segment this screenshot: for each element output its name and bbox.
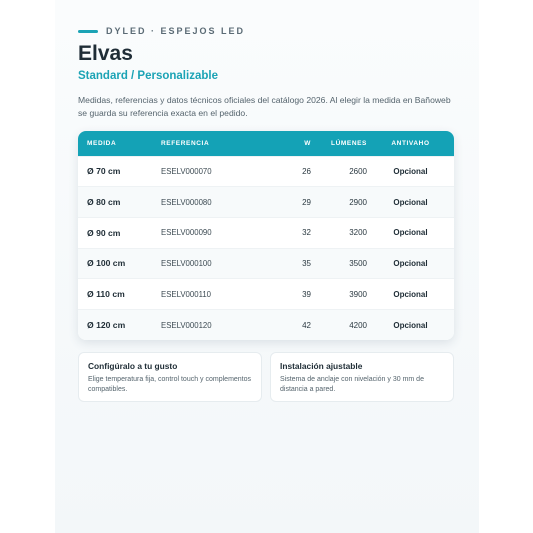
- table-row: [78, 279, 454, 310]
- table-row: [78, 156, 454, 187]
- col-header-antifog: ANTIVAHO: [391, 139, 430, 147]
- cell-watts: 32: [302, 228, 311, 238]
- cell-lumens: 2900: [349, 197, 367, 207]
- cell-lumens: 3500: [349, 258, 367, 268]
- cell-size: Ø 80 cm: [87, 197, 121, 208]
- spec-table-card: [78, 131, 454, 340]
- cell-size: Ø 110 cm: [87, 289, 125, 300]
- cell-antifog: Opcional: [393, 258, 428, 268]
- col-header-reference: REFERENCIA: [161, 139, 210, 147]
- cell-size: Ø 70 cm: [87, 166, 121, 177]
- feature-card-installation: [270, 352, 454, 402]
- product-subtitle: Standard / Personalizable: [78, 70, 218, 82]
- table-row: [78, 217, 454, 248]
- cell-watts: 29: [302, 197, 311, 207]
- col-header-lumens: LÚMENES: [331, 139, 367, 147]
- cell-lumens: 3200: [349, 228, 367, 238]
- product-description: Medidas, referencias y datos técnicos oficiales del catálogo 2026. Al elegir la medida en Bañoweb se guarda su referencia exacta en el pedido.: [78, 95, 451, 118]
- cell-watts: 42: [302, 320, 311, 330]
- feature-card-title: Instalación ajustable: [280, 361, 363, 371]
- col-header-size: MEDIDA: [87, 139, 117, 147]
- cell-antifog: Opcional: [393, 320, 428, 330]
- cell-size: Ø 90 cm: [87, 227, 121, 238]
- accent-bar: [78, 30, 98, 33]
- cell-antifog: Opcional: [393, 289, 428, 299]
- cell-size: Ø 120 cm: [87, 320, 126, 331]
- cell-reference: ESELV000100: [161, 258, 212, 268]
- feature-card-title: Configúralo a tu gusto: [88, 361, 178, 371]
- cell-reference: ESELV000090: [161, 228, 212, 238]
- cell-watts: 39: [302, 289, 311, 299]
- spec-table: [78, 131, 454, 340]
- cell-lumens: 2600: [349, 166, 367, 176]
- feature-card-text: Sistema de anclaje con nivelación y 30 mm de distancia a pared.: [280, 376, 424, 393]
- table-row: [78, 248, 454, 279]
- cell-reference: ESELV000080: [161, 197, 212, 207]
- cell-lumens: 3900: [349, 289, 367, 299]
- feature-card-configure: [78, 352, 262, 402]
- feature-card-text: Elige temperatura fija, control touch y complementos compatibles.: [88, 376, 252, 393]
- spec-table-header: [78, 131, 454, 156]
- cell-antifog: Opcional: [393, 197, 428, 207]
- cell-reference: ESELV000110: [161, 289, 211, 299]
- feature-cards: [78, 352, 454, 402]
- brand-eyebrow: [78, 26, 245, 36]
- cell-antifog: Opcional: [393, 166, 428, 176]
- eyebrow-text: DYLED · ESPEJOS LED: [106, 26, 246, 36]
- cell-watts: 35: [302, 258, 311, 268]
- cell-reference: ESELV000120: [161, 320, 212, 330]
- table-row: [78, 309, 454, 340]
- cell-watts: 26: [302, 166, 311, 176]
- col-header-watts: W: [304, 139, 311, 147]
- cell-reference: ESELV000070: [161, 166, 212, 176]
- cell-lumens: 4200: [349, 320, 367, 330]
- product-title: Elvas: [78, 42, 133, 65]
- cell-antifog: Opcional: [393, 228, 428, 238]
- table-row: [78, 187, 454, 218]
- cell-size: Ø 100 cm: [87, 258, 126, 269]
